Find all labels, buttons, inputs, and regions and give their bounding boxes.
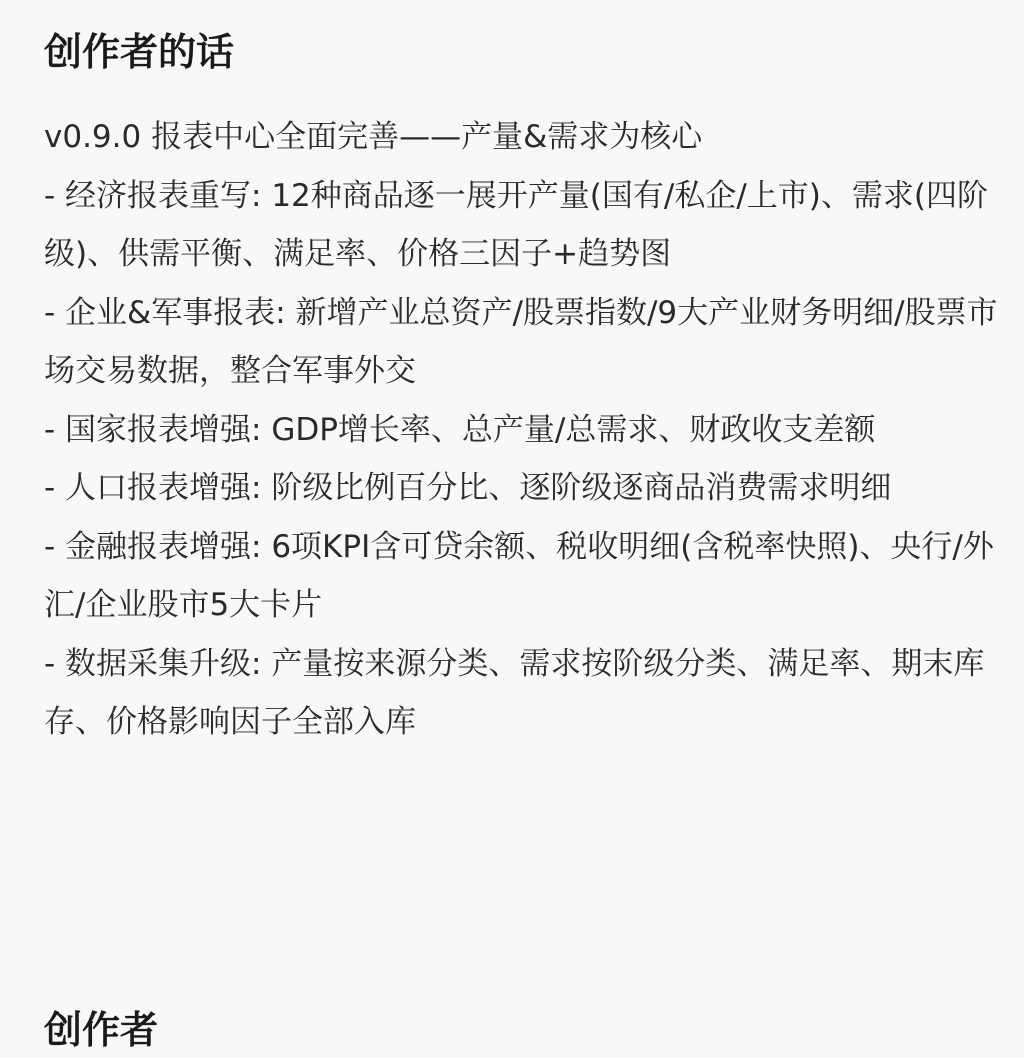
note-population-report: - 人口报表增强: 阶级比例百分比、逐阶级逐商品消费需求明细 bbox=[44, 470, 892, 506]
note-enterprise-military-report: - 企业&军事报表: 新增产业总资产/股票指数/9大产业财务明细/股票市场交易数据，整合军事外交 bbox=[44, 294, 998, 389]
note-finance-report: - 金融报表增强: 6项KPI含可贷余额、税收明细(含税率快照)、央行/外汇/企业股市5大卡片 bbox=[44, 528, 994, 623]
creator-notes-title: 创作者的话 bbox=[44, 30, 235, 74]
note-economy-report: - 经济报表重写: 12种商品逐一展开产量(国有/私企/上市)、需求(四阶级)、供需平衡、满足率、价格三因子+趋势图 bbox=[44, 177, 988, 272]
note-national-report: - 国家报表增强: GDP增长率、总产量/总需求、财政收支差额 bbox=[44, 411, 876, 448]
note-data-collection: - 数据采集升级: 产量按来源分类、需求按阶级分类、满足率、期末库存、价格影响因子全部入库 bbox=[44, 645, 985, 740]
creator-notes-list bbox=[44, 108, 1004, 752]
creator-section-title: 创作者 bbox=[44, 1008, 159, 1052]
version-headline: v0.9.0 报表中心全面完善——产量&需求为核心 bbox=[44, 119, 703, 155]
